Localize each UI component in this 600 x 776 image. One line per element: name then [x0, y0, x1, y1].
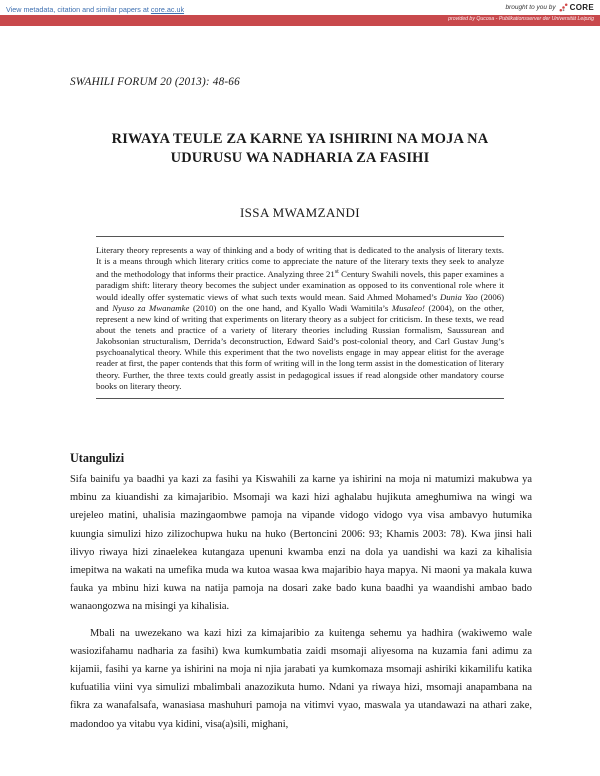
title-line: UDURUSU WA NADHARIA ZA FASIHI	[170, 150, 430, 166]
paragraph: Sifa bainifu ya baadhi ya kazi za fasihi ya Kiswahili za karne ya ishirini na moja ni matumizi makubwa ya mbinu za kiuandishi za kimajaribio. Msomaji wa kazi hizi aghalabu hujikuta ameghumiwa na wingi wa urejeleo matini, uhalisia mazingaombwe pamoja na vipande vidogo vidogo vya visa ambavyo hutumika kuungia simulizi hizo zilizochupwa huku na huko (Bertoncini 2006: 93; Khamis 2003: 78). Kwa jinsi hali ilivyo riwaya hizi zinaelekea kutangaza upenuni kwamba enzi na dola ya uandishi wa kazi za kihalisia imepitwa na wakati na umefika muda wa kutoa wasaa kwa majaribio haya mapya. Ni maoni ya makala kuwa fauka ya mbinu hizi kuwa na natija pamoja na dosari zake bado kuna baadhi ya waandishi ambao bado wanaongozwa na misingi ya kihalisia.	[70, 474, 532, 613]
brought-by-text: brought to you by	[505, 4, 556, 11]
paper-title	[70, 130, 530, 168]
author-name: ISSA MWAMZANDI	[239, 205, 361, 220]
novel-title: Nyuso za Mwanamke	[112, 302, 190, 313]
abstract-part: (2006) and	[96, 291, 504, 313]
abstract-part: (2010) on the one hand, and Kyallo Wadi Wamitila’s	[189, 302, 392, 313]
provider-bar	[0, 15, 600, 26]
paragraph: Mbali na uwezekano wa kazi hizi za kimajaribio za kuitenga sehemu ya hadhira (wakiwemo wale wasiozifahamu nadharia za fasihi) kwa kumkumbatia zaidi msomaji aliyesoma na kuzamia fani adimu za kijamii, fasihi ya karne ya ishirini na moja ni njia jarabati ya kumkomaza msomaji ashiriki kikamilifu katika kufuatilia viini vya simulizi mbalimbali anazozikuta humo. Ndani ya riwaya hizi, msomaji anapambana na fikra za wanafalsafa, wanasiasa mashuhuri pamoja na vitimvi vyao, maswala ya utandawazi na athari zake, madondoo ya vitabu vya kidini, visa(a)sili, mighani,	[70, 627, 532, 730]
novel-title: Dunia Yao	[439, 291, 478, 302]
title-line: RIWAYA TEULE ZA KARNE YA ISHIRINI NA MOJA NA	[111, 131, 489, 147]
view-metadata-link[interactable]	[6, 5, 184, 14]
ordinal-suffix: st	[334, 269, 339, 276]
abstract-text	[96, 245, 504, 392]
core-logo[interactable]	[559, 3, 594, 12]
core-logo-text: CORE	[569, 3, 594, 12]
abstract-part: (2004), on the other, represent a new kind of writing that experiments on literary theory as a subject for criticism. In these texts, we read about the tenets and practice of a variety of literary theories including Russian formalism, Saussurean and Jakobsonian structuralism, Derrida’s deconstruction, Edward Said’s post-colonial theory, and Carl Gustav Jung’s psychoanalytical theory. While this experiment that the two novelists engage in may appear elitist for the average reader at first, the paper contends that this form of writing will in the long term assist in the domestication of literary theory. Further, the three texts could greatly assist in pedagogical issues if read alongside other mandatory course books on literary theory.	[96, 302, 504, 391]
novel-title: Musaleo!	[391, 302, 425, 313]
abstract-part: Literary theory represents a way of thinking and a body of writing that is dedicated to the analysis of literary texts. It is a means through which literary critics come to appreciate the nature of the literary texts they seek to analyze and the methodology that informs their practice. Analyzing three 21	[96, 245, 504, 280]
core-logo-icon	[559, 3, 568, 12]
body-text	[70, 471, 532, 734]
core-site-link[interactable]: core.ac.uk	[150, 5, 185, 14]
journal-reference: SWAHILI FORUM 20 (2013): 48-66	[70, 76, 240, 88]
abstract	[96, 236, 504, 399]
provided-by-text[interactable]: provided by Qucosa - Publikationsserver der Universität Leipzig	[448, 16, 594, 22]
abstract-part: Century Swahili novels, this paper examines a paradigm shift: literary theory becomes the subject under examination as opposed to its conventional role where it would ideally offer systematic views of what such texts would mean. Said Ahmed Mohamed’s	[96, 269, 505, 302]
section-heading: Utangulizi	[70, 451, 125, 465]
metadata-link-prefix: View metadata, citation and similar papers at	[6, 5, 151, 14]
brought-to-you-by	[505, 3, 594, 12]
core-header-bar	[0, 0, 600, 28]
